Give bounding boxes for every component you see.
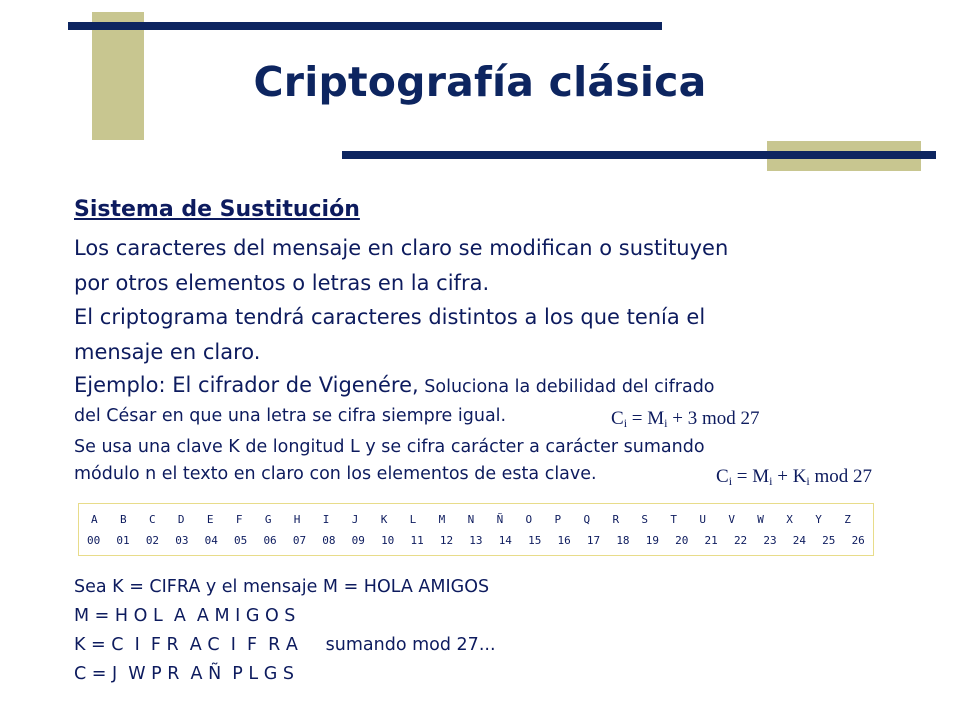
alphabet-number-cell: 25 <box>822 534 836 547</box>
alphabet-letter-cell: T <box>670 513 677 526</box>
alphabet-letter-cell: E <box>206 513 214 526</box>
alphabet-letter-cell: I <box>322 513 330 526</box>
alphabet-letter-cell: B <box>119 513 127 526</box>
alphabet-number-cell: 23 <box>763 534 777 547</box>
alphabet-letter-cell: V <box>728 513 735 526</box>
example-line-3: Se usa una clave K de longitud L y se cifra carácter a carácter sumando <box>74 437 705 457</box>
alphabet-number-cell: 12 <box>439 534 454 547</box>
slide-title: Criptografía clásica <box>253 58 707 106</box>
alphabet-numbers-row <box>87 534 865 547</box>
example-intro: Ejemplo: El cifrador de Vigenére, <box>74 373 419 397</box>
decorative-title-rule <box>342 151 936 159</box>
alphabet-number-cell: 06 <box>263 534 277 547</box>
alphabet-letter-cell: F <box>235 513 243 526</box>
alphabet-number-cell: 17 <box>586 534 601 547</box>
alphabet-number-cell: 03 <box>175 534 189 547</box>
alphabet-table <box>78 503 874 556</box>
alphabet-letter-cell: G <box>264 513 272 526</box>
alphabet-letter-cell: P <box>554 513 562 526</box>
message-m-line: M = H O L A A M I G O S <box>74 606 296 626</box>
caesar-formula: $C_i = M_i + 3$ mod 27 <box>611 408 760 430</box>
alphabet-number-cell: 05 <box>234 534 248 547</box>
paragraph-line-2: por otros elementos o letras en la cifra. <box>74 271 490 295</box>
alphabet-number-cell: 16 <box>557 534 571 547</box>
decorative-top-rule <box>68 22 662 30</box>
alphabet-letter-cell: Y <box>815 513 822 526</box>
alphabet-letters-row <box>87 513 865 526</box>
alphabet-number-cell: 26 <box>851 534 865 547</box>
example-note: Soluciona la debilidad del cifrado <box>418 377 715 397</box>
paragraph-line-1: Los caracteres del mensaje en claro se modifican o sustituyen <box>74 236 729 260</box>
example-line-2: del César en que una letra se cifra siempre igual. <box>74 406 507 426</box>
alphabet-letter-cell: J <box>351 513 359 526</box>
alphabet-number-cell: 24 <box>792 534 806 547</box>
alphabet-letter-cell: M <box>438 513 446 526</box>
alphabet-number-cell: 00 <box>87 534 101 547</box>
alphabet-letter-cell: N <box>467 513 475 526</box>
paragraph-line-3: El criptograma tendrá caracteres distintos a los que tenía el <box>74 305 706 329</box>
key-message-line: Sea K = CIFRA y el mensaje M = HOLA AMIGOS <box>74 577 490 597</box>
alphabet-letter-cell: O <box>525 513 533 526</box>
alphabet-letter-cell: X <box>786 513 793 526</box>
alphabet-number-cell: 10 <box>381 534 395 547</box>
alphabet-number-cell: 14 <box>498 534 512 547</box>
alphabet-letter-cell: H <box>293 513 301 526</box>
alphabet-letter-cell: Q <box>583 513 591 526</box>
alphabet-number-cell: 18 <box>616 534 630 547</box>
alphabet-number-cell: 07 <box>292 534 307 547</box>
alphabet-letter-cell: R <box>612 513 620 526</box>
alphabet-letter-cell: L <box>409 513 417 526</box>
alphabet-number-cell: 02 <box>145 534 160 547</box>
alphabet-letter-cell: W <box>757 513 764 526</box>
alphabet-number-cell: 15 <box>528 534 542 547</box>
alphabet-number-cell: 21 <box>704 534 718 547</box>
key-k-line: K = C I F R A C I F R A sumando mod 27... <box>74 635 496 655</box>
alphabet-number-cell: 20 <box>675 534 689 547</box>
alphabet-letter-cell: D <box>177 513 185 526</box>
alphabet-number-cell: 22 <box>733 534 748 547</box>
example-line-1 <box>74 373 715 397</box>
section-heading: Sistema de Sustitución <box>74 197 360 222</box>
alphabet-number-cell: 11 <box>410 534 424 547</box>
alphabet-letter-cell: U <box>699 513 706 526</box>
alphabet-number-cell: 08 <box>322 534 336 547</box>
alphabet-number-cell: 04 <box>204 534 218 547</box>
alphabet-letter-cell: Ñ <box>496 513 504 526</box>
vigenere-formula: $C_i = M_i + K_i$ mod 27 <box>716 466 873 488</box>
alphabet-letter-cell: A <box>91 513 98 526</box>
alphabet-number-cell: 01 <box>116 534 130 547</box>
example-line-4: módulo n el texto en claro con los elementos de esta clave. <box>74 464 597 484</box>
alphabet-letter-cell: Z <box>844 513 851 526</box>
alphabet-number-cell: 19 <box>645 534 659 547</box>
alphabet-letter-cell: K <box>380 513 388 526</box>
alphabet-number-cell: 09 <box>351 534 365 547</box>
alphabet-number-cell: 13 <box>469 534 483 547</box>
alphabet-letter-cell: S <box>641 513 649 526</box>
alphabet-letter-cell: C <box>148 513 156 526</box>
paragraph-line-4: mensaje en claro. <box>74 340 261 364</box>
cipher-c-line: C = J W P R A Ñ P L G S <box>74 664 294 684</box>
